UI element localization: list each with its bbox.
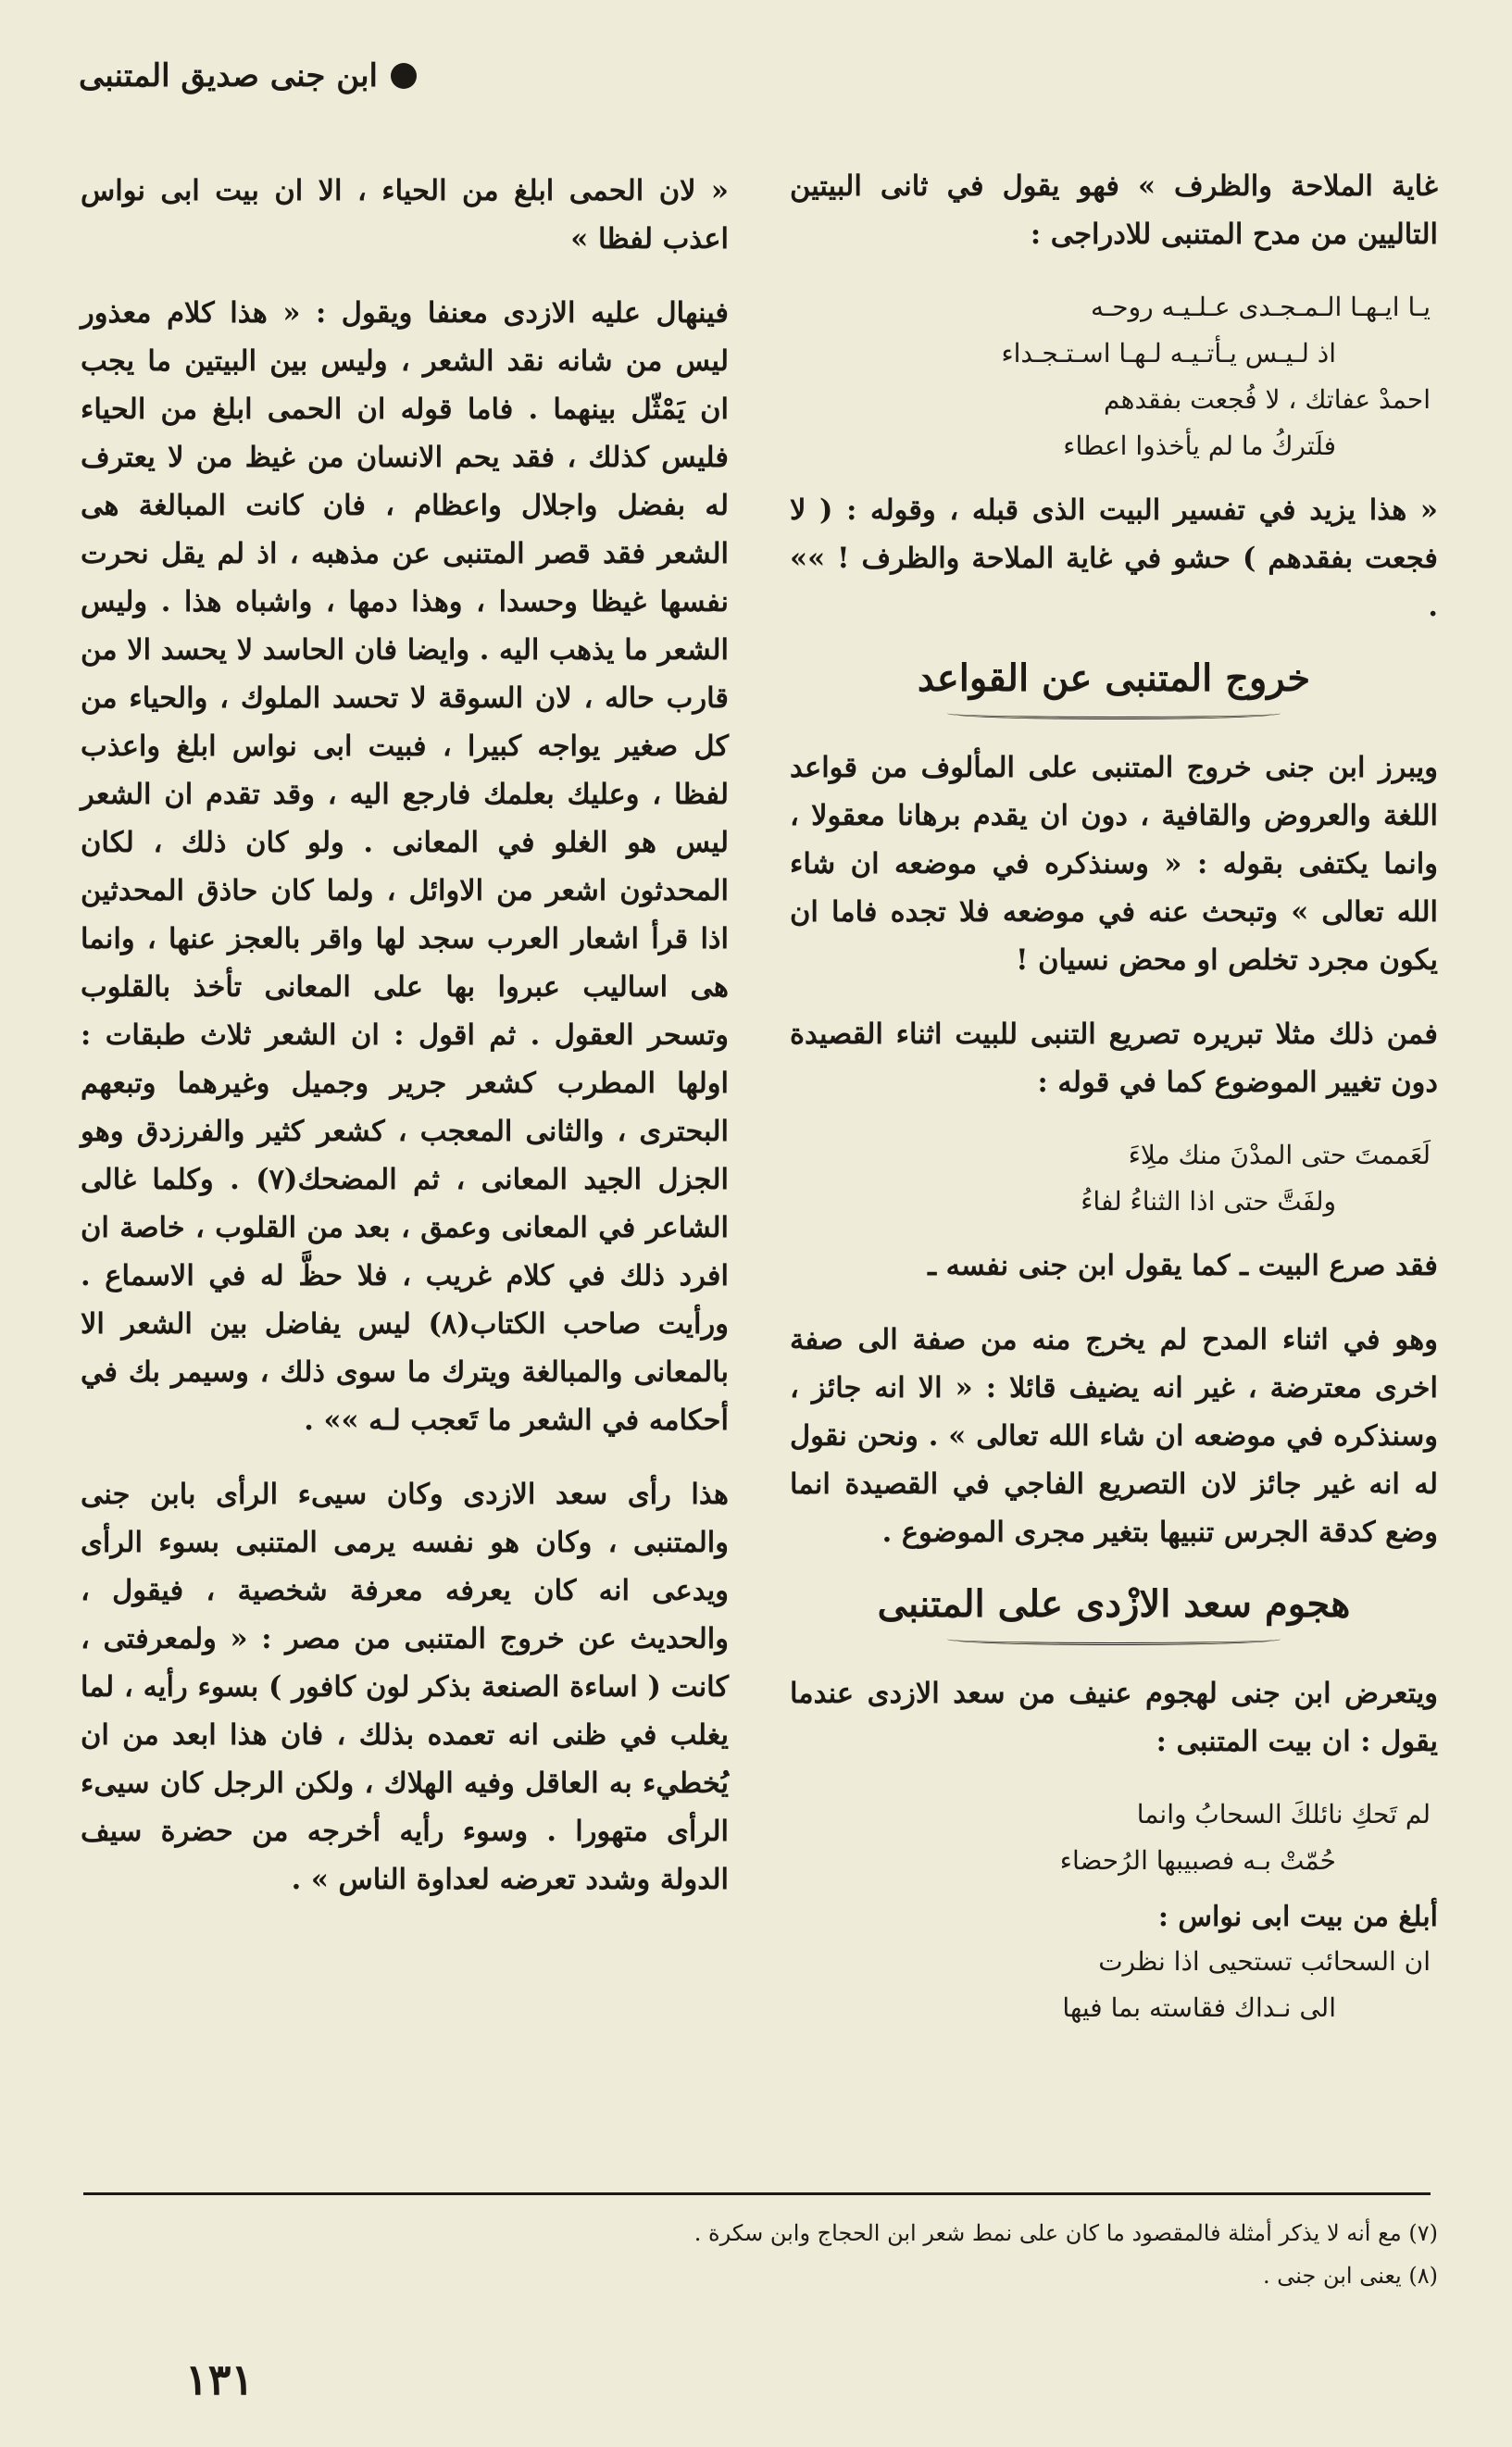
section-heading: خروج المتنبى عن القواعد — [917, 656, 1311, 700]
footnote: (٨) يعنى ابن جنى . — [1263, 2263, 1438, 2289]
heading-underline — [947, 1633, 1281, 1645]
footnote: (٧) مع أنه لا يذكر أمثلة فالمقصود ما كان على نمط شعر ابن الحجاج وابن سكرة . — [694, 2220, 1438, 2246]
right-column — [790, 162, 1438, 2048]
verse-line: يـا ايـهـا الـمـجـدى عـلـيـه روحـه — [1091, 292, 1431, 322]
heading-underline — [947, 707, 1281, 719]
paragraph: هذا رأى سعد الازدى وكان سيىء الرأى بابن جنى والمتنبى ، وكان هو نفسه يرمى المتنبى بسوء الرأى ويدعى انه كان يعرفه معرفة شخصية ، فيقول ، والحديث عن خروج المتنبى من مصر : « ولمعرفتى ، كانت ( اساءة الصنعة بذكر لون كافور ) بسوء رأيه ، لما يغلب في ظنى انه تعمده بذلك ، فان هذا ابعد من ان يُخطيء به العاقل وفيه الهلاك ، ولكن الرجل كان سيىء الرأى متهورا . وسوء رأيه أخرجه من حضرة سيف الدولة وشدد تعرضه لعداوة الناس » . — [81, 1478, 729, 1896]
subheading: أبلغ من بيت ابى نواس : — [1157, 1901, 1438, 1933]
paragraph: « لان الحمى ابلغ من الحياء ، الا ان بيت ابى نواس اعذب لفظا » — [81, 174, 729, 256]
paragraph: وهو في اثناء المدح لم يخرج منه من صفة الى صفة اخرى معترضة ، غير انه يضيف قائلا : « الا انه جائز ، وسنذكره في موضعه ان شاء الله تعالى » . ونحن نقول له انه غير جائز لان التصريع الفاجي في القصيدة انما وضع كدقة الجرس تنبيها بتغير مجرى الموضوع . — [790, 1323, 1438, 1549]
verse-line: فلَتركُ ما لم يأخذوا اعطاء — [1063, 431, 1336, 461]
verse-line: لَعَممتَ حتى المدْنَ منك ملِاءَ — [1128, 1140, 1431, 1170]
verse-block — [790, 1132, 1438, 1225]
bullet-icon — [391, 63, 417, 89]
footnotes — [86, 2215, 1438, 2300]
verse-block — [790, 1939, 1438, 2031]
verse-line: ولفَتَّ حتى اذا الثناءُ لفاءُ — [1081, 1186, 1336, 1217]
verse-line: احمدْ عفاتك ، لا فُجعت بفقدهم — [1104, 384, 1431, 415]
page-number: ١٣١ — [185, 2354, 255, 2404]
paragraph: فقد صرع البيت ـ كما يقول ابن جنى نفسه ـ — [928, 1249, 1438, 1282]
paragraph: غاية الملاحة والظرف » فهو يقول في ثانى البيتين التاليين من مدح المتنبى للادراجى : — [790, 169, 1438, 251]
verse-line: اذ لـيـس يـأتـيـه لـهـا اسـتـجـداء — [1001, 338, 1336, 368]
paragraph: فمن ذلك مثلا تبريره تصريع التنبى للبيت اثناء القصيدة دون تغيير الموضوع كما في قوله : — [790, 1018, 1438, 1099]
verse-line: ان السحائب تستحيى اذا نظرت — [1098, 1946, 1431, 1977]
verse-line: لم تَحكِ نائلكَ السحابُ وانما — [1136, 1799, 1431, 1829]
verse-block — [790, 284, 1438, 469]
paragraph: فينهال عليه الازدى معنفا ويقول : « هذا كلام معذور ليس من شانه نقد الشعر ، وليس بين البيتين ما يجب ان يَمْثّل بينهما . فاما قوله ان الحمى ابلغ من الحياء فليس كذلك ، فقد يحم الانسان من غيظ من لا يعترف له بفضل واجلال واعظام ، فان كانت المبالغة هى الشعر فقد قصر المتنبى عن مذهبه ، اذ لم يقل نحرت نفسها غيظا وحسدا ، وهذا دمها ، واشباه هذا . وليس الشعر ما يذهب اليه . وايضا فان الحاسد لا يحسد الا من قارب حاله ، لان السوقة لا تحسد الملوك ، والحياء من كل صغير يواجه كبيرا ، فبيت ابى نواس ابلغ واعذب لفظا ، وعليك بعلمك فارجع اليه ، وقد تقدم ان الشعر ليس هو الغلو في المعانى . ولو كان ذلك ، لكان المحدثون اشعر من الاوائل ، ولما كان حاذق المحدثين اذا قرأ اشعار العرب سجد لها واقر بالعجز عنها ، وانما هى اساليب عبروا بها على المعانى تأخذ بالقلوب وتسحر العقول . ثم اقول : ان الشعر ثلاث طبقات : اولها المطرب كشعر جرير وجميل وغيرهما وتبعهم البحترى ، والثانى المعجب ، كشعر كثير والفرزدق وهو الجزل الجيد المعانى ، ثم المضحك(٧) . وكلما غالى الشاعر في المعانى وعمق ، بعد من القلوب ، خاصة ان افرد ذلك في كلام غريب ، فلا حظَّ له في الاسماع . ورأيت صاحب الكتاب(٨) ليس يفاضل بين الشعر الا بالمعانى والمبالغة ويترك ما سوى ذلك ، وسيمر بك في أحكامه في الشعر ما تَعجب لـه »» . — [81, 296, 729, 1437]
paragraph: ويبرز ابن جنى خروج المتنبى على المألوف من قواعد اللغة والعروض والقافية ، دون ان يقدم برهانا معقولا ، وانما يكتفى بقوله : « وسنذكره في موضعه ان شاء الله تعالى » وتبحث عنه في موضعه فلا تجده فاما ان يكون مجرد تخلص او محض نسيان ! — [790, 751, 1438, 977]
header-title: ابن جنى صديق المتنبى — [78, 57, 378, 94]
footnote-divider — [83, 2192, 1431, 2195]
verse-block — [790, 1792, 1438, 1884]
left-column — [81, 167, 729, 1929]
verse-line: حُمّتْ بـه فصبيبها الرُحضاء — [1059, 1845, 1336, 1876]
section-heading: هجوم سعد الازْدى على المتنبى — [877, 1582, 1351, 1626]
running-header — [79, 57, 417, 94]
paragraph: « هذا يزيد في تفسير البيت الذى قبله ، وقوله : ( لا فجعت بفقدهم ) حشو في غاية الملاحة والظرف ! »» . — [790, 493, 1438, 623]
paragraph: ويتعرض ابن جنى لهجوم عنيف من سعد الازدى عندما يقول : ان بيت المتنبى : — [790, 1677, 1438, 1758]
verse-line: الى نـداك فقاسته بما فيها — [1062, 1992, 1336, 2023]
